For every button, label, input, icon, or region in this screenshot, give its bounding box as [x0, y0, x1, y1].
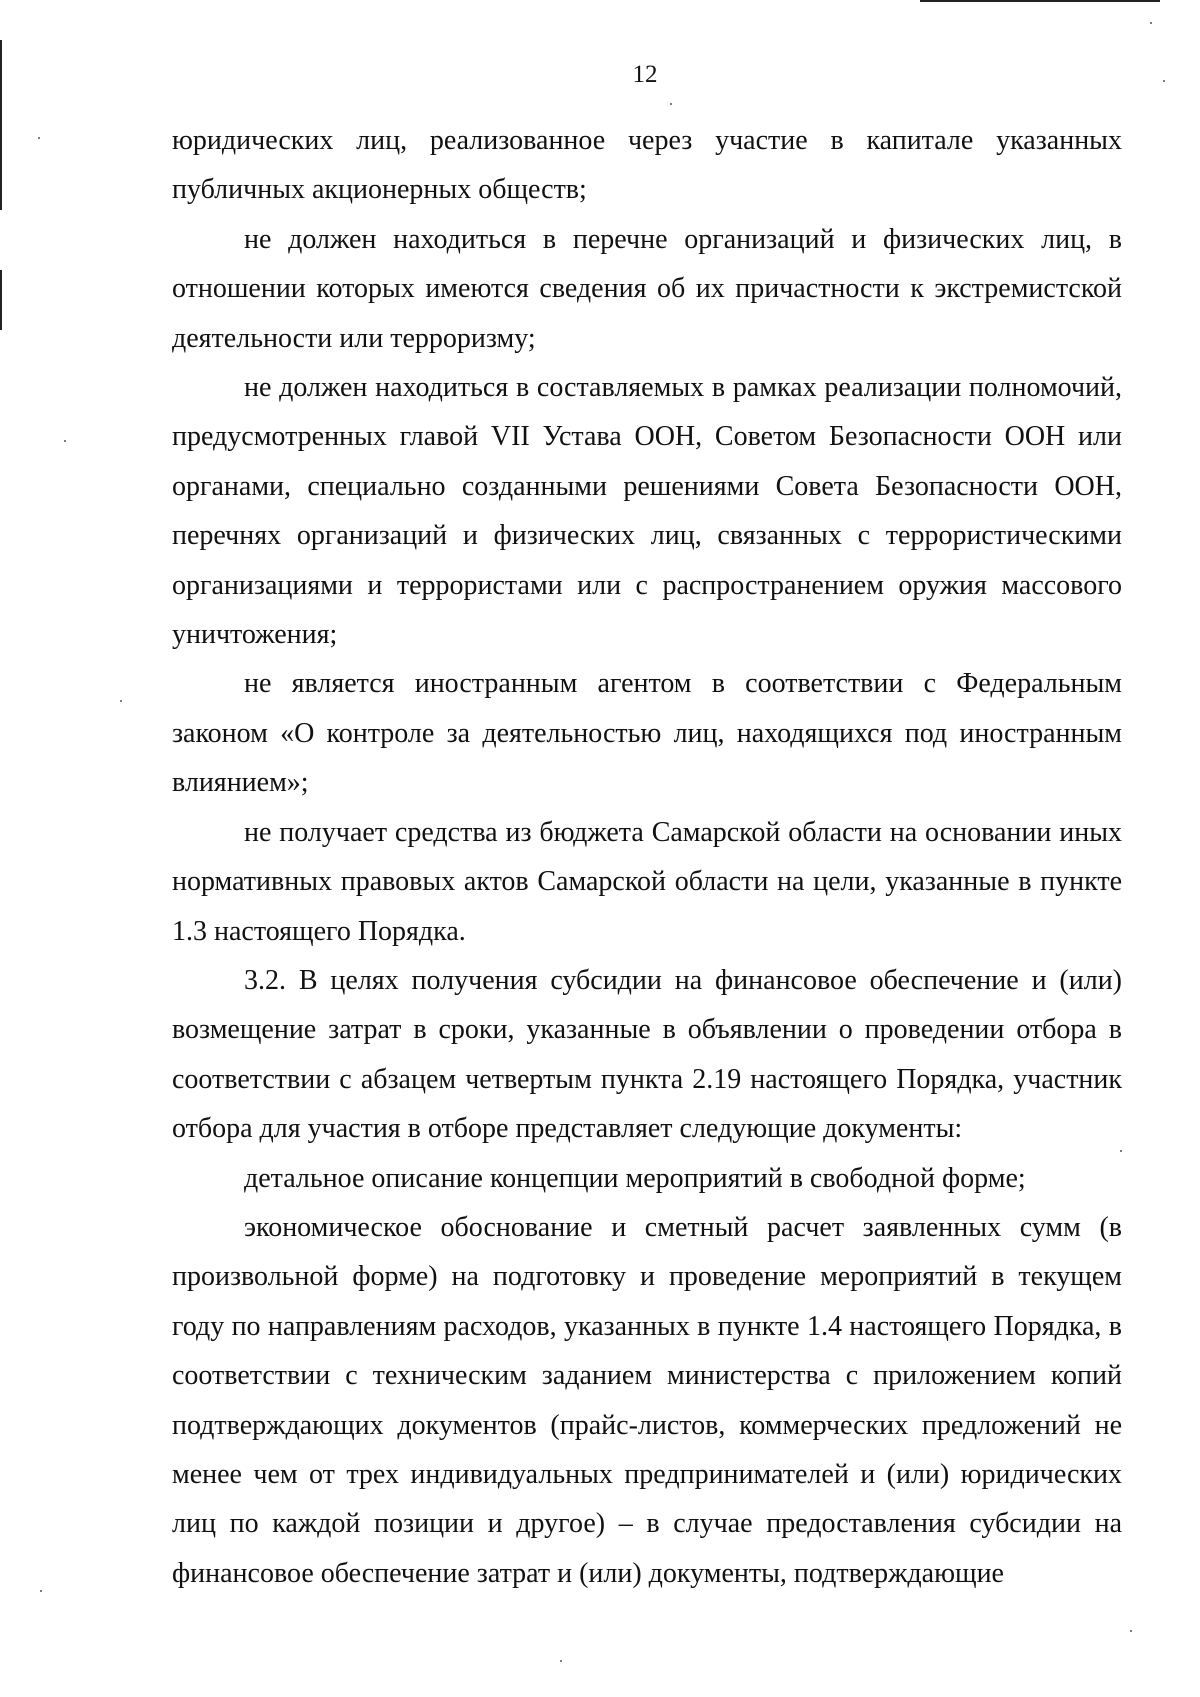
scan-speck — [64, 440, 66, 442]
scan-edge-left-lower — [0, 270, 2, 330]
scan-speck — [40, 1590, 42, 1592]
paragraph-3: не должен находиться в составляемых в рамках реализации полномочий, предусмотренных главой VII Устава ООН, Советом Безопасности ООН или органами, специально созданными решениями Совета Безопасности ООН, перечнях организаций и физических лиц, связанных с террористическими организациями и террористами или с распространением оружия массового уничтожения; — [172, 372, 1122, 651]
paragraph-8: экономическое обоснование и сметный расчет заявленных сумм (в произвольной форме) на подготовку и проведение мероприятий в текущем году по направлениям расходов, указанных в пункте 1.4 настоящего Порядка, в соответствии с техническим заданием министерства с приложением копий подтверждающих документов (прайс-листов, коммерческих предложений не менее чем от трех индивидуальных предпринимателей и (или) юридических лиц по каждой позиции и другое) – в случае предоставления субсидии на финансовое обеспечение затрат и (или) документы, подтверждающие — [172, 1211, 1122, 1589]
paragraph-2: не должен находиться в перечне организаций и физических лиц, в отношении которых имеются сведения об их причастности к экстремистской деятельности или терроризму; — [172, 223, 1122, 354]
scan-speck — [560, 1660, 562, 1662]
paragraph-4: не является иностранным агентом в соответствии с Федеральным законом «О контроле за деятельностью лиц, находящихся под иностранным влиянием»; — [172, 668, 1122, 799]
page-number: 12 — [632, 61, 658, 88]
scan-edge-top — [920, 0, 1160, 2]
scan-speck — [120, 700, 122, 702]
scan-speck — [38, 137, 40, 139]
scan-speck — [1130, 1630, 1132, 1632]
paragraph-1: юридических лиц, реализованное через участие в капитале указанных публичных акционерных обществ; — [172, 125, 1122, 206]
document-body — [172, 116, 1122, 1598]
scan-speck — [1150, 22, 1152, 24]
paragraph-7: детальное описание концепции мероприятий в свободной форме; — [244, 1162, 1026, 1194]
scan-speck — [670, 103, 672, 105]
paragraph-5: не получает средства из бюджета Самарской области на основании иных нормативных правовых актов Самарской области на цели, указанные в пункте 1.3 настоящего Порядка. — [172, 816, 1122, 947]
paragraph-6: 3.2. В целях получения субсидии на финансовое обеспечение и (или) возмещение затрат в сроки, указанные в объявлении о проведении отбора в соответствии с абзацем четвертым пункта 2.19 настоящего Порядка, участник отбора для участия в отборе представляет следующие документы: — [172, 964, 1122, 1145]
